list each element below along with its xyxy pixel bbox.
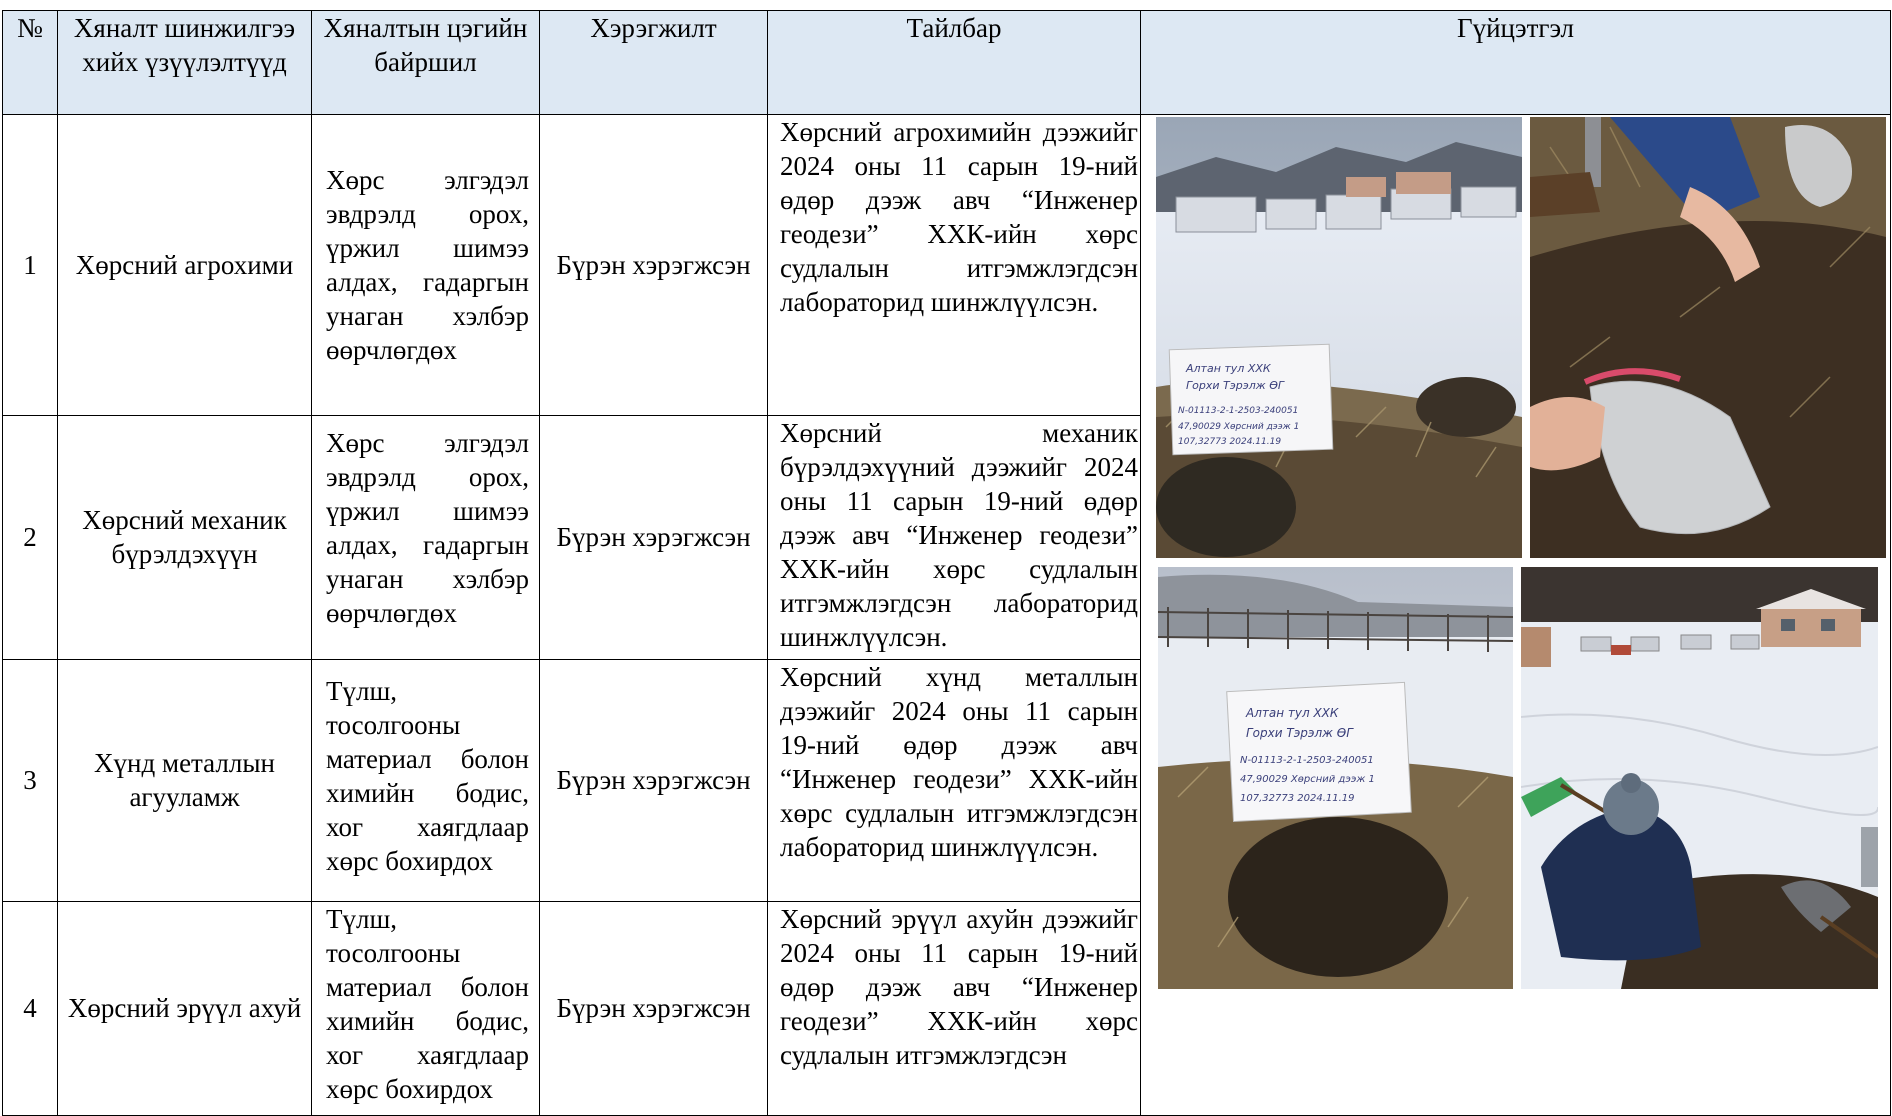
sign1-line2: Горхи Тэрэлж ӨГ <box>1186 379 1284 392</box>
photo-sign-fence <box>1158 567 1513 989</box>
header-indicator: Хяналт шинжилгээ хийх үзүүлэлтүүд <box>58 11 312 115</box>
row-need: Бүрэн хэрэгжсэн <box>540 115 768 416</box>
header-location: Хяналтын цэгийн байршил <box>312 11 540 115</box>
monitoring-table <box>2 10 1891 1116</box>
sign1-line3: N-01113-2-1-2503-240051 <box>1178 406 1299 416</box>
row-num: 1 <box>3 115 58 416</box>
performance-cell <box>1141 115 1891 1116</box>
row-indicator: Хүнд металлын агууламж <box>58 659 312 901</box>
row-num: 2 <box>3 416 58 660</box>
photo-sample-bag <box>1530 117 1886 558</box>
row-desc: Хөрсний хүнд металлын дээжийг 2024 оны 11 сарын 19-ний өдөр дээж авч “Инженер геодези” ХХК-ийн хөрс судлалын итгэмжлэгдсэн лабораторид шинжлүүлсэн. <box>768 659 1141 901</box>
row-need: Бүрэн хэрэгжсэн <box>540 416 768 660</box>
sign1-line5: 107,32773 2024.11.19 <box>1178 437 1282 447</box>
row-desc: Хөрсний агрохимийн дээжийг 2024 оны 11 сарын 19-ний өдөр дээж авч “Инженер геодези” ХХК-ийн хөрс судлалын итгэмжлэгдсэн лабораторид шинжлүүлсэн. <box>768 115 1141 416</box>
header-desc: Тайлбар <box>768 11 1141 115</box>
row-indicator: Хөрсний агрохими <box>58 115 312 416</box>
row-location: Хөрс элгэдэл эвдрэлд орох, үржил шимээ алдах, гадаргын унаган хэлбэр өөрчлөгдөх <box>312 115 540 416</box>
sign2-line5: 107,32773 2024.11.19 <box>1240 793 1355 804</box>
row-desc: Хөрсний механик бүрэлдэхүүний дээжийг 2024 оны 11 сарын 19-ний өдөр дээж авч “Инженер геодези” ХХК-ийн хөрс судлалын итгэмжлэгдсэн лабораторид шинжлүүлсэн. <box>768 416 1141 660</box>
row-location: Түлш, тосолгооны материал болон химийн бодис, хог хаягдлаар хөрс бохирдох <box>312 659 540 901</box>
row-indicator: Хөрсний механик бүрэлдэхүүн <box>58 416 312 660</box>
photo-digging <box>1521 567 1878 989</box>
row-indicator: Хөрсний эрүүл ахуй <box>58 901 312 1115</box>
sign2-line2: Горхи Тэрэлж ӨГ <box>1246 726 1353 740</box>
header-row <box>3 11 1891 115</box>
photo-sign-pit <box>1156 117 1522 558</box>
row-num: 4 <box>3 901 58 1115</box>
row-location: Хөрс элгэдэл эвдрэлд орох, үржил шимээ алдах, гадаргын унаган хэлбэр өөрчлөгдөх <box>312 416 540 660</box>
sign1-line4: 47,90029 Хөрсний дээж 1 <box>1178 422 1300 432</box>
row-num: 3 <box>3 659 58 901</box>
table-row <box>3 115 1891 416</box>
sign2-line4: 47,90029 Хөрсний дээж 1 <box>1240 774 1375 785</box>
row-location: Түлш, тосолгооны материал болон химийн бодис, хог хаягдлаар хөрс бохирдох <box>312 901 540 1115</box>
header-num: № <box>3 11 58 115</box>
row-desc: Хөрсний эрүүл ахуйн дээжийг 2024 оны 11 сарын 19-ний өдөр дээж авч “Инженер геодези” ХХК-ийн хөрс судлалын итгэмжлэгдсэн <box>768 901 1141 1115</box>
sign2-line3: N-01113-2-1-2503-240051 <box>1240 755 1374 766</box>
row-need: Бүрэн хэрэгжсэн <box>540 659 768 901</box>
row-need: Бүрэн хэрэгжсэн <box>540 901 768 1115</box>
header-need: Хэрэгжилт <box>540 11 768 115</box>
sign1-line1: Алтан тул ХХК <box>1186 362 1271 375</box>
sign2-line1: Алтан тул ХХК <box>1246 706 1339 720</box>
header-performance: Гүйцэтгэл <box>1141 11 1891 115</box>
